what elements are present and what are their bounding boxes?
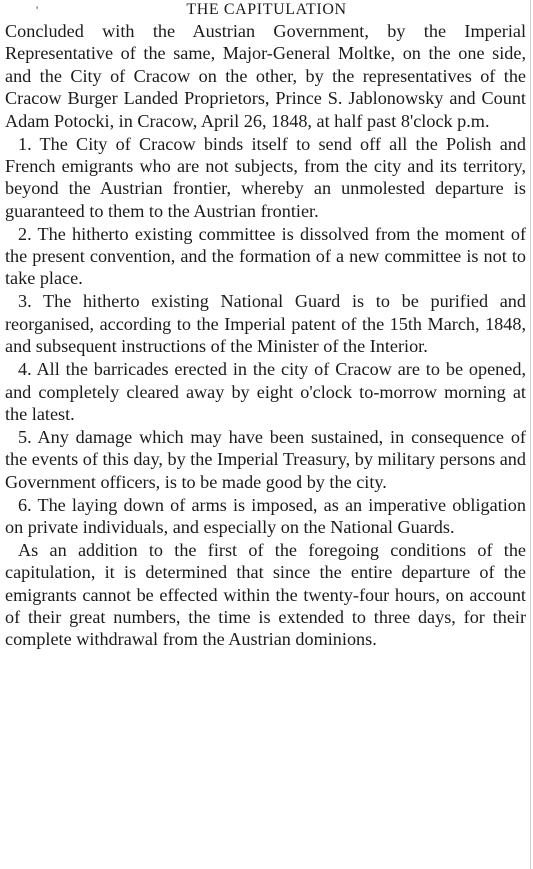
article-title: THE CAPITULATION [186,1,347,18]
condition-1-paragraph: 1. The City of Cracow binds itself to send off all the Polish and French emigrants who are not subjects, from the city and its territory, beyond the Austrian frontier, whereby an unmolested departure is guaranteed to them to the Austrian frontier. [5,133,526,221]
condition-6-paragraph: 6. The laying down of arms is imposed, as an imperative obligation on private individuals, and especially on the National Guards. [5,494,526,537]
condition-3-paragraph: 3. The hitherto existing National Guard is to be purified and reorganised, according to the Imperial patent of the 15th March, 1848, and subsequent instructions of the Minister of the Interior. [5,291,526,357]
condition-4-paragraph: 4. All the barricades erected in the city of Cracow are to be opened, and completely cleared away by eight o'clock to-morrow morning at the latest. [5,359,526,424]
print-mark: ' [36,3,39,17]
addition-paragraph: As an addition to the first of the foregoing conditions of the capitulation, it is determined that since the entire departure of the emigrants cannot be effected within the twenty-four hours, on account of their great numbers, the time is extended to three days, for their complete withdrawal from the Austrian dominions. [5,539,526,650]
preamble-paragraph: Concluded with the Austrian Government, by the Imperial Representative of the same, Major-General Moltke, on the one side, and the City of Cracow on the other, by the representatives of the Cracow Burger Landed Proprietors, Prince S. Jablonowsky and Count Adam Potocki, in Cracow, April 26, 1848, at half past 8'clock p.m. [5,21,526,131]
condition-2-paragraph: 2. The hitherto existing committee is dissolved from the moment of the present convention, and the formation of a new committee is not to take place. [5,223,526,289]
article-body [5,20,526,651]
condition-5-paragraph: 5. Any damage which may have been sustained, in consequence of the events of this day, by the Imperial Treasury, by military persons and Government officers, is to be made good by the city. [5,426,526,492]
column-rule [530,0,531,869]
